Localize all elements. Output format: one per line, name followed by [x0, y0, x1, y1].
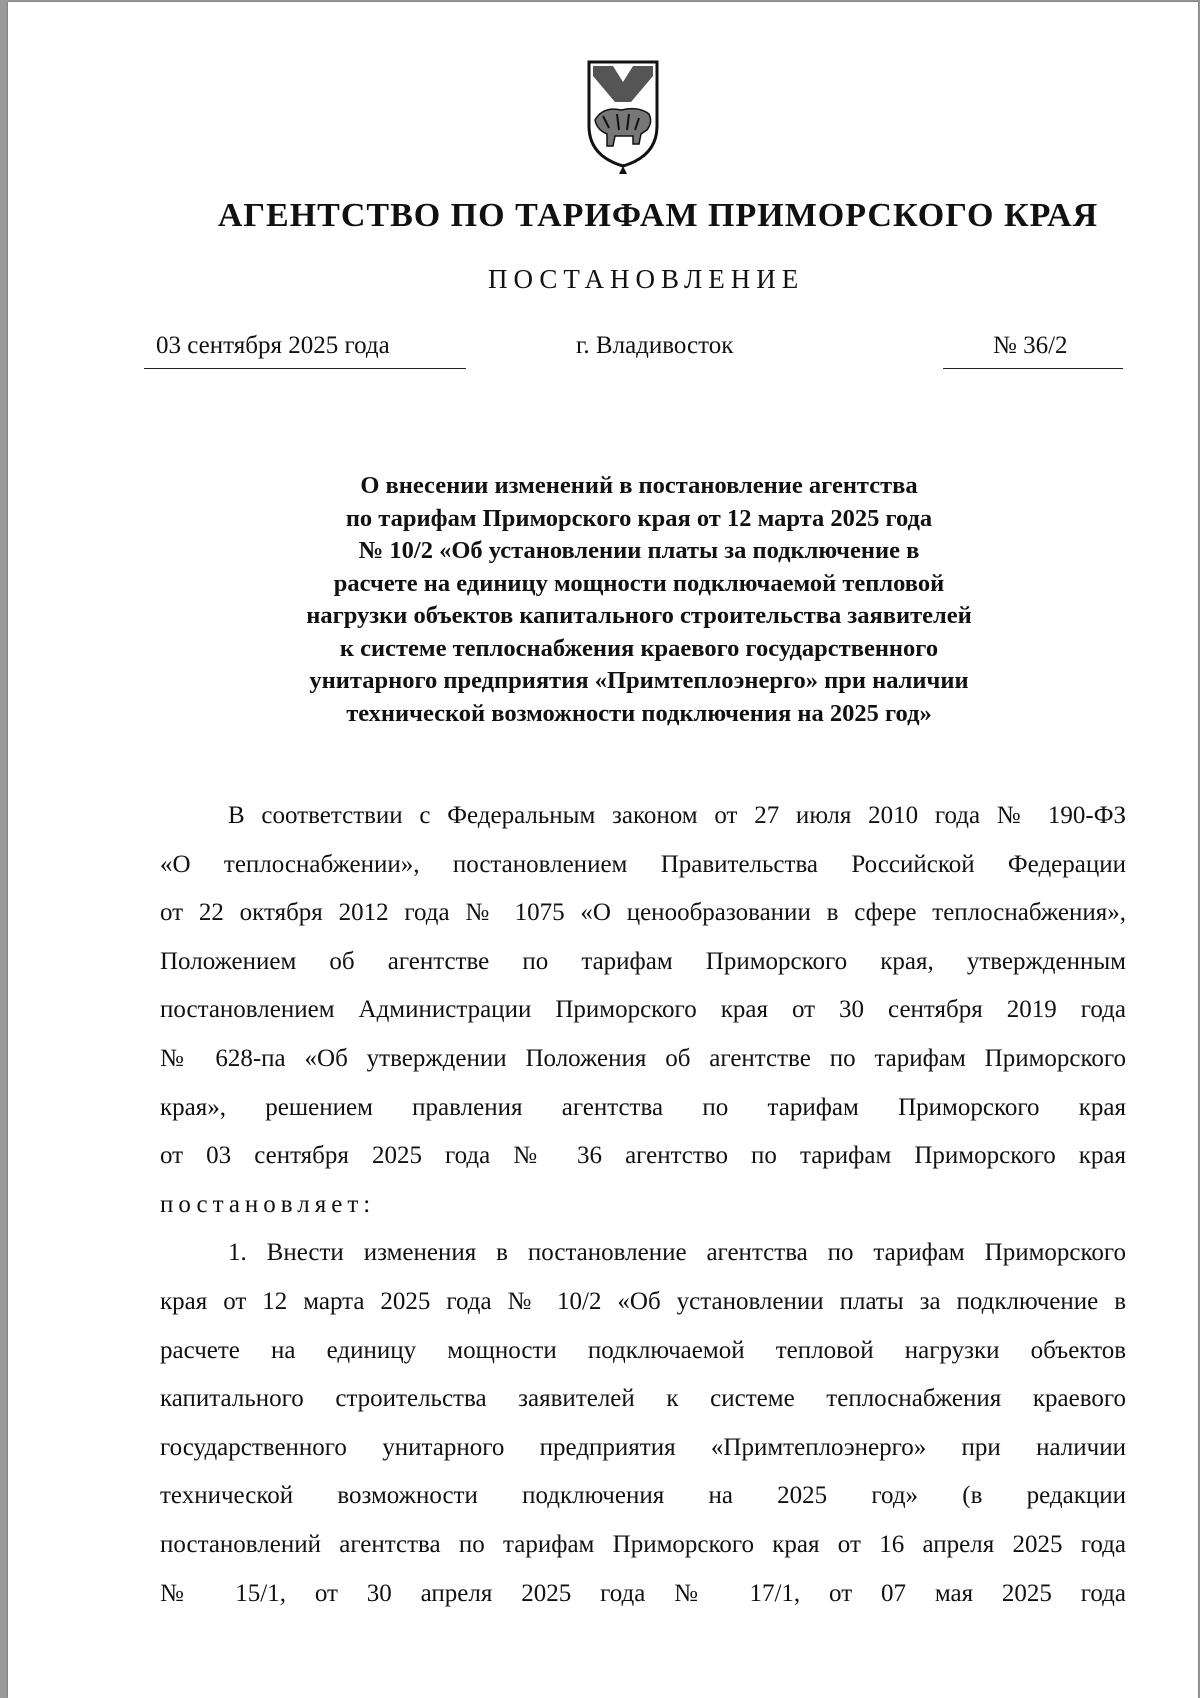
body-line: расчете на единицу мощности подключаемой тепловой нагрузки объектов [160, 1336, 1126, 1364]
body-line: Положением об агентстве по тарифам Приморского края, утвержденным [160, 947, 1126, 975]
body-line: государственного унитарного предприятия «Примтеплоэнерго» при наличии [160, 1433, 1126, 1461]
title-line: № 10/2 «Об установлении платы за подключение в [358, 537, 920, 564]
body-line: постановлений агентства по тарифам Приморского края от 16 апреля 2025 года [160, 1530, 1126, 1558]
body-line: технической возможности подключения на 2025 год» (в редакции [160, 1482, 1126, 1510]
body-line: постановлением Администрации Приморского края от 30 сентября 2019 года [160, 996, 1126, 1024]
primorsky-coat-of-arms-icon [583, 56, 663, 176]
title-line: к системе теплоснабжения краевого государственного [339, 634, 939, 662]
document-type: ПОСТАНОВЛЕНИЕ [488, 264, 805, 294]
document-city: г. Владивосток [576, 332, 734, 359]
body-line: № 15/1, от 30 апреля 2025 года № 17/1, от 07 мая 2025 года [160, 1579, 1126, 1607]
document-title [244, 470, 1034, 730]
title-line: О внесении изменений в постановление агентства [360, 472, 918, 499]
body-line: края от 12 марта 2025 года № 10/2 «Об установлении платы за подключение в [160, 1287, 1126, 1315]
body-line: В соответствии с Федеральным законом от 27 июля 2010 года № 190-ФЗ [228, 802, 1126, 829]
title-line: технической возможности подключения на 2025 год» [346, 699, 932, 727]
body-line: «О теплоснабжении», постановлением Правительства Российской Федерации [160, 850, 1126, 878]
body-line: № 628-па «Об утверждении Положения об агентстве по тарифам Приморского [160, 1044, 1126, 1072]
document-page [8, 2, 1198, 1698]
resolves-word: постановляет: [160, 1190, 376, 1218]
title-line: расчете на единицу мощности подключаемой тепловой [333, 569, 945, 597]
title-line: по тарифам Приморского края от 12 марта 2025 года [345, 504, 933, 532]
body-line: капитального строительства заявителей к системе теплоснабжения краевого [160, 1385, 1126, 1413]
body-line: 1. Внести изменения в постановление агентства по тарифам Приморского [228, 1239, 1126, 1267]
body-line: от 03 сентября 2025 года № 36 агентство по тарифам Приморского края [160, 1142, 1126, 1170]
document-body [160, 792, 1126, 1618]
document-number: № 36/2 [943, 332, 1123, 369]
document-date: 03 сентября 2025 года [144, 332, 466, 369]
body-line: края», решением правления агентства по тарифам Приморского края [160, 1093, 1126, 1121]
title-line: унитарного предприятия «Примтеплоэнерго» при наличии [309, 667, 969, 694]
agency-name: АГЕНТСТВО ПО ТАРИФАМ ПРИМОРСКОГО КРАЯ [217, 197, 1099, 234]
title-line: нагрузки объектов капитального строительства заявителей [306, 602, 972, 629]
body-line: от 22 октября 2012 года № 1075 «О ценообразовании в сфере теплоснабжения», [160, 899, 1126, 927]
